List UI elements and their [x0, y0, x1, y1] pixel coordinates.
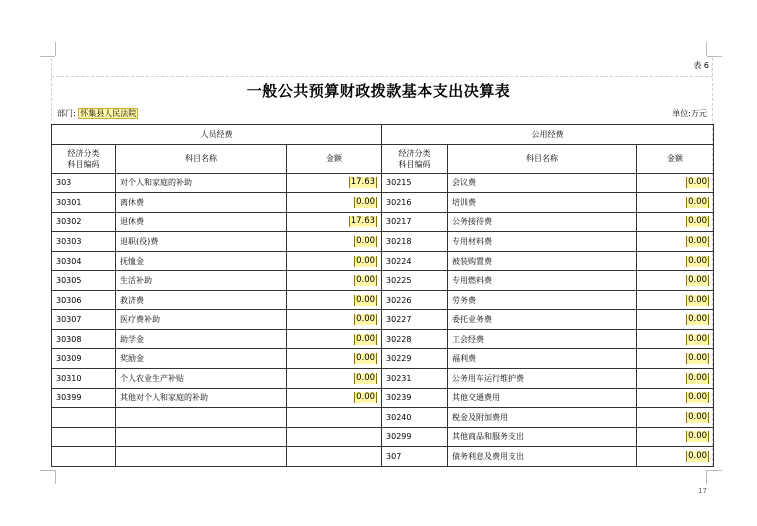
cell-name-left[interactable]: 奖励金 — [116, 349, 287, 369]
cell-code-left[interactable]: 30399 — [52, 388, 116, 408]
cell-code-right[interactable]: 30224 — [382, 251, 448, 271]
cell-code-right[interactable]: 30239 — [382, 388, 448, 408]
cell-name-right[interactable]: 债务利息及费用支出 — [448, 447, 637, 467]
amount-value: 0.00 — [688, 275, 708, 286]
table-row — [52, 427, 714, 447]
crop-mark-bottom-right-v — [706, 470, 707, 484]
amount-value: 0.00 — [688, 353, 708, 364]
cell-name-right[interactable]: 会议费 — [448, 173, 637, 193]
cell-amount-left[interactable] — [287, 369, 382, 389]
cell-code-left[interactable]: 30302 — [52, 212, 116, 232]
margin-guide-top — [51, 76, 713, 77]
cell-amount-right[interactable] — [637, 232, 714, 252]
cell-name-right[interactable]: 公务接待费 — [448, 212, 637, 232]
cell-name-left[interactable]: 对个人和家庭的补助 — [116, 173, 287, 193]
cell-code-left[interactable]: 30310 — [52, 369, 116, 389]
column-header-name-left: 科目名称 — [116, 144, 287, 173]
page-number: 17 — [698, 487, 707, 495]
cell-amount-left[interactable] — [287, 349, 382, 369]
column-header-name-right: 科目名称 — [448, 144, 637, 173]
table-row — [52, 408, 714, 428]
cell-name-left[interactable]: 退职(役)费 — [116, 232, 287, 252]
amount-value: 0.00 — [688, 294, 708, 305]
table-body — [52, 173, 714, 466]
amount-value: 0.00 — [688, 411, 708, 422]
table-row — [52, 232, 714, 252]
cell-amount-right[interactable] — [637, 408, 714, 428]
cell-name-left[interactable]: 个人农业生产补贴 — [116, 369, 287, 389]
column-header-code-right: 经济分类 科目编码 — [382, 144, 448, 173]
cell-name-right[interactable]: 专用燃料费 — [448, 271, 637, 291]
cell-code-right[interactable]: 30215 — [382, 173, 448, 193]
cell-code-left[interactable]: 30301 — [52, 193, 116, 213]
amount-value: 0.00 — [688, 431, 708, 442]
amount-value: 0.00 — [688, 177, 708, 188]
amount-value: 0.00 — [688, 450, 708, 461]
table-row — [52, 193, 714, 213]
cell-code-right[interactable]: 30216 — [382, 193, 448, 213]
cell-amount-left[interactable] — [287, 310, 382, 330]
cell-amount-right[interactable] — [637, 193, 714, 213]
cell-amount-left[interactable] — [287, 271, 382, 291]
crop-mark-bottom-left-h — [40, 470, 55, 471]
cell-name-left[interactable]: 抚恤金 — [116, 251, 287, 271]
cell-amount-left[interactable] — [287, 251, 382, 271]
column-header-amount-left: 金额 — [287, 144, 382, 173]
amount-value: 0.00 — [688, 235, 708, 246]
table-number: 表 6 — [693, 61, 709, 70]
table-row — [52, 251, 714, 271]
cell-name-right[interactable]: 劳务费 — [448, 290, 637, 310]
amount-value: 0.00 — [688, 196, 708, 207]
cell-amount-right[interactable] — [637, 212, 714, 232]
cell-amount-left[interactable] — [287, 193, 382, 213]
cell-name-left[interactable] — [116, 408, 287, 428]
cell-name-left[interactable]: 离休费 — [116, 193, 287, 213]
cell-name-left[interactable] — [116, 427, 287, 447]
cell-amount-right[interactable] — [637, 271, 714, 291]
table-row — [52, 388, 714, 408]
expenditure-table — [51, 124, 714, 467]
cell-name-right[interactable]: 福利费 — [448, 349, 637, 369]
amount-value: 0.00 — [356, 235, 376, 246]
cell-name-left[interactable] — [116, 447, 287, 467]
page-title: 一般公共预算财政拨款基本支出决算表 — [246, 82, 511, 100]
cell-amount-left[interactable] — [287, 173, 382, 193]
cell-name-left[interactable]: 救济费 — [116, 290, 287, 310]
cell-code-right[interactable]: 30240 — [382, 408, 448, 428]
cell-code-right[interactable]: 30225 — [382, 271, 448, 291]
cell-name-left[interactable]: 助学金 — [116, 329, 287, 349]
crop-mark-top-left-h — [40, 56, 55, 57]
unit-label: 单位:万元 — [672, 109, 707, 118]
amount-value: 0.00 — [688, 255, 708, 266]
amount-value: 0.00 — [688, 372, 708, 383]
table-row — [52, 212, 714, 232]
amount-value: 0.00 — [356, 294, 376, 305]
cell-code-right[interactable]: 30218 — [382, 232, 448, 252]
cell-amount-left[interactable] — [287, 290, 382, 310]
department-label: 部门: — [57, 109, 76, 118]
amount-value: 0.00 — [356, 255, 376, 266]
cell-name-right[interactable]: 工会经费 — [448, 329, 637, 349]
cell-amount-right[interactable] — [637, 173, 714, 193]
department-value[interactable]: 怀集县人民法院 — [80, 109, 137, 118]
table-row — [52, 447, 714, 467]
cell-code-left[interactable] — [52, 408, 116, 428]
column-header-code-left: 经济分类 科目编码 — [52, 144, 116, 173]
cell-amount-left[interactable] — [287, 232, 382, 252]
cell-amount-right[interactable] — [637, 329, 714, 349]
cell-name-left[interactable]: 退休费 — [116, 212, 287, 232]
cell-name-right[interactable]: 公务用车运行维护费 — [448, 369, 637, 389]
cell-name-right[interactable]: 税金及附加费用 — [448, 408, 637, 428]
crop-mark-top-left-v — [55, 42, 56, 56]
cell-name-right[interactable]: 委托业务费 — [448, 310, 637, 330]
cell-amount-left[interactable] — [287, 427, 382, 447]
cell-amount-left[interactable] — [287, 329, 382, 349]
amount-value: 0.00 — [356, 353, 376, 364]
table-row — [52, 310, 714, 330]
cell-amount-right[interactable] — [637, 369, 714, 389]
cell-amount-right[interactable] — [637, 427, 714, 447]
cell-amount-left[interactable] — [287, 408, 382, 428]
cell-amount-left[interactable] — [287, 447, 382, 467]
amount-value: 0.00 — [356, 392, 376, 403]
amount-value: 0.00 — [356, 196, 376, 207]
cell-code-left[interactable]: 30308 — [52, 329, 116, 349]
cell-name-right[interactable]: 培训费 — [448, 193, 637, 213]
table-row — [52, 271, 714, 291]
table-row — [52, 329, 714, 349]
cell-code-left[interactable]: 30303 — [52, 232, 116, 252]
cell-amount-right[interactable] — [637, 290, 714, 310]
cell-code-left[interactable]: 30309 — [52, 349, 116, 369]
amount-value: 0.00 — [688, 216, 708, 227]
cell-code-left[interactable] — [52, 427, 116, 447]
meta-row — [51, 104, 713, 125]
cell-name-right[interactable]: 专用材料费 — [448, 232, 637, 252]
table-row — [52, 369, 714, 389]
cell-code-left[interactable]: 30305 — [52, 271, 116, 291]
table-row — [52, 349, 714, 369]
group-header-public: 公用经费 — [382, 125, 714, 145]
cell-code-left[interactable]: 30304 — [52, 251, 116, 271]
cell-code-right[interactable]: 30229 — [382, 349, 448, 369]
crop-mark-bottom-right-h — [707, 470, 722, 471]
amount-value: 0.00 — [688, 333, 708, 344]
cell-amount-right[interactable] — [637, 310, 714, 330]
amount-value: 0.00 — [356, 275, 376, 286]
column-header-amount-right: 金额 — [637, 144, 714, 173]
table-row — [52, 173, 714, 193]
cell-amount-right[interactable] — [637, 388, 714, 408]
cell-code-right[interactable]: 30299 — [382, 427, 448, 447]
crop-mark-top-right-h — [707, 56, 722, 57]
cell-code-right[interactable]: 30227 — [382, 310, 448, 330]
cell-amount-left[interactable] — [287, 212, 382, 232]
table-row — [52, 290, 714, 310]
cell-name-right[interactable]: 其他商品和服务支出 — [448, 427, 637, 447]
amount-value: 17.63 — [350, 216, 376, 227]
cell-amount-right[interactable] — [637, 251, 714, 271]
cell-amount-left[interactable] — [287, 388, 382, 408]
amount-value: 0.00 — [688, 392, 708, 403]
cell-name-right[interactable]: 被装购置费 — [448, 251, 637, 271]
group-header-personnel: 人员经费 — [52, 125, 382, 145]
amount-value: 0.00 — [356, 333, 376, 344]
amount-value: 17.63 — [350, 177, 376, 188]
cell-code-right[interactable]: 307 — [382, 447, 448, 467]
amount-value: 0.00 — [356, 372, 376, 383]
department — [57, 108, 138, 119]
cell-code-right[interactable]: 30231 — [382, 369, 448, 389]
crop-mark-bottom-left-v — [55, 470, 56, 484]
cell-code-right[interactable]: 30217 — [382, 212, 448, 232]
cell-code-left[interactable] — [52, 447, 116, 467]
cell-code-right[interactable]: 30226 — [382, 290, 448, 310]
cell-code-left[interactable]: 303 — [52, 173, 116, 193]
cell-code-left[interactable]: 30307 — [52, 310, 116, 330]
cell-name-left[interactable]: 医疗费补助 — [116, 310, 287, 330]
cell-amount-right[interactable] — [637, 349, 714, 369]
cell-code-left[interactable]: 30306 — [52, 290, 116, 310]
cell-amount-right[interactable] — [637, 447, 714, 467]
cell-name-left[interactable]: 生活补助 — [116, 271, 287, 291]
crop-mark-top-right-v — [706, 42, 707, 56]
amount-value: 0.00 — [356, 314, 376, 325]
amount-value: 0.00 — [688, 314, 708, 325]
cell-code-right[interactable]: 30228 — [382, 329, 448, 349]
cell-name-right[interactable]: 其他交通费用 — [448, 388, 637, 408]
cell-name-left[interactable]: 其他对个人和家庭的补助 — [116, 388, 287, 408]
